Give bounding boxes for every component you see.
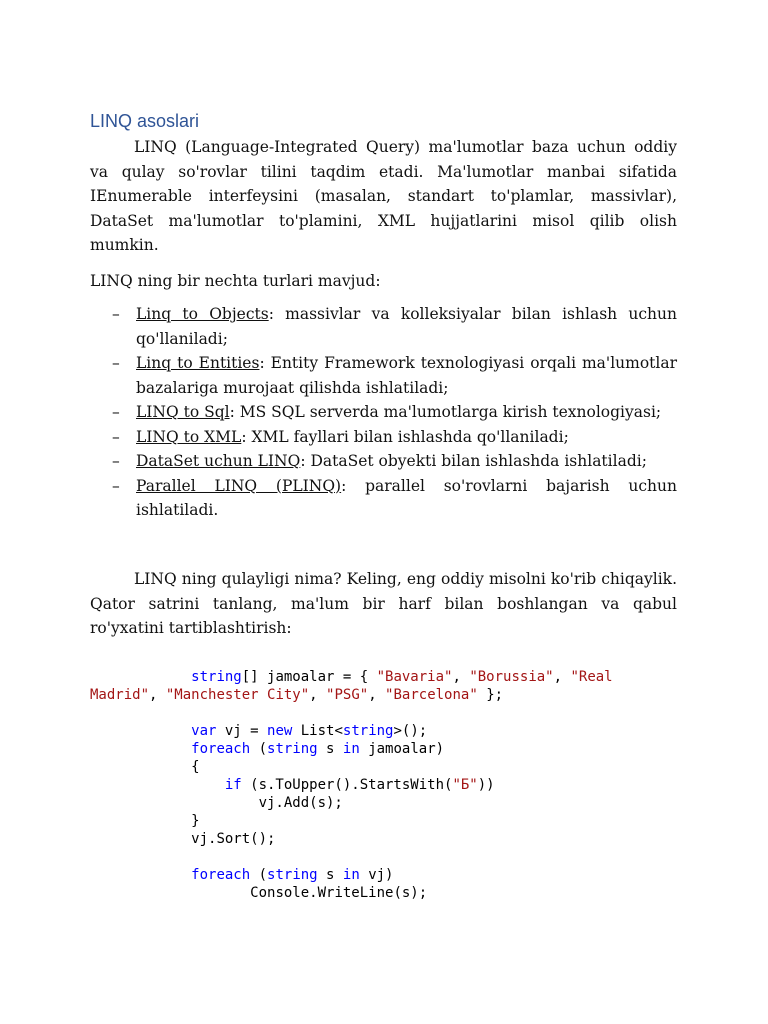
list-item [90, 449, 677, 474]
code-line-11: Console.WriteLine(s); [250, 885, 428, 901]
code-line-2: Madrid", "Manchester City", "PSG", "Barcelona" }; [90, 687, 504, 703]
code-line-6: if (s.ToUpper().StartsWith("Б")) [224, 777, 495, 793]
list-item [90, 425, 677, 450]
type-name: Linq to Entities [136, 354, 260, 372]
type-desc: : XML fayllari bilan ishlashda qo'llaniladi; [241, 427, 569, 446]
code-line-9: vj.Sort(); [191, 831, 276, 847]
type-desc: : parallel so'rovlarni bajarish uchun ishlatiladi. [136, 476, 677, 519]
dash-bullet: – [112, 403, 120, 421]
dash-bullet: – [112, 354, 120, 372]
list-item [90, 351, 677, 400]
intro-paragraph: LINQ (Language-Integrated Query) ma'lumotlar baza uchun oddiy va qulay so'rovlar tilini taqdim etadi. Ma'lumotlar manbai sifatida IEnumerable interfeysini (masalan, standart to'plamlar, massivlar), DataSet ma'lumotlar to'plamini, XML hujjatlarini misol qilib olish mumkin. [90, 138, 677, 254]
code-line-4: foreach (string s in jamoalar) [191, 741, 445, 757]
code-line-8: } [191, 813, 200, 829]
type-desc: : Entity Framework texnologiyasi orqali ma'lumotlar bazalariga murojaat qilishda ishlatiladi; [136, 354, 677, 397]
code-block [90, 668, 690, 902]
type-desc: : DataSet obyekti bilan ishlashda ishlatiladi; [300, 452, 647, 470]
code-line-5: { [191, 759, 200, 775]
type-desc: : massivlar va kolleksiyalar bilan ishlash uchun qo'llaniladi; [136, 305, 677, 348]
dash-bullet: – [112, 305, 120, 323]
type-desc: : MS SQL serverda ma'lumotlarga kirish texnologiyasi; [229, 403, 662, 421]
type-name: DataSet uchun LINQ [136, 452, 301, 470]
code-line-1: string[] jamoalar = { "Bavaria", "Borussia", "Real [191, 669, 613, 685]
type-name: Linq to Objects [136, 305, 269, 323]
linq-types-list [90, 302, 677, 523]
dash-bullet: – [112, 476, 120, 495]
dash-bullet: – [112, 452, 120, 470]
code-line-10: foreach (string s in vj) [191, 867, 394, 883]
example-intro: LINQ ning qulayligi nima? Keling, eng oddiy misolni ko'rib chiqaylik. Qator satrini tanlang, ma'lum bir harf bilan boshlangan va qabul ro'yxatini tartiblashtirish: [90, 570, 677, 637]
type-name: Parallel LINQ (PLINQ) [136, 476, 342, 495]
list-item [90, 302, 677, 351]
section-heading: LINQ asoslari [90, 111, 200, 131]
list-item [90, 474, 677, 523]
type-name: LINQ to Sql [136, 403, 230, 421]
type-name: LINQ to XML [136, 427, 242, 446]
types-intro: LINQ ning bir nechta turlari mavjud: [90, 272, 381, 290]
list-item [90, 400, 677, 425]
code-line-3: var vj = new List<string>(); [191, 723, 428, 739]
code-line-7: vj.Add(s); [258, 795, 343, 811]
dash-bullet: – [112, 427, 120, 446]
